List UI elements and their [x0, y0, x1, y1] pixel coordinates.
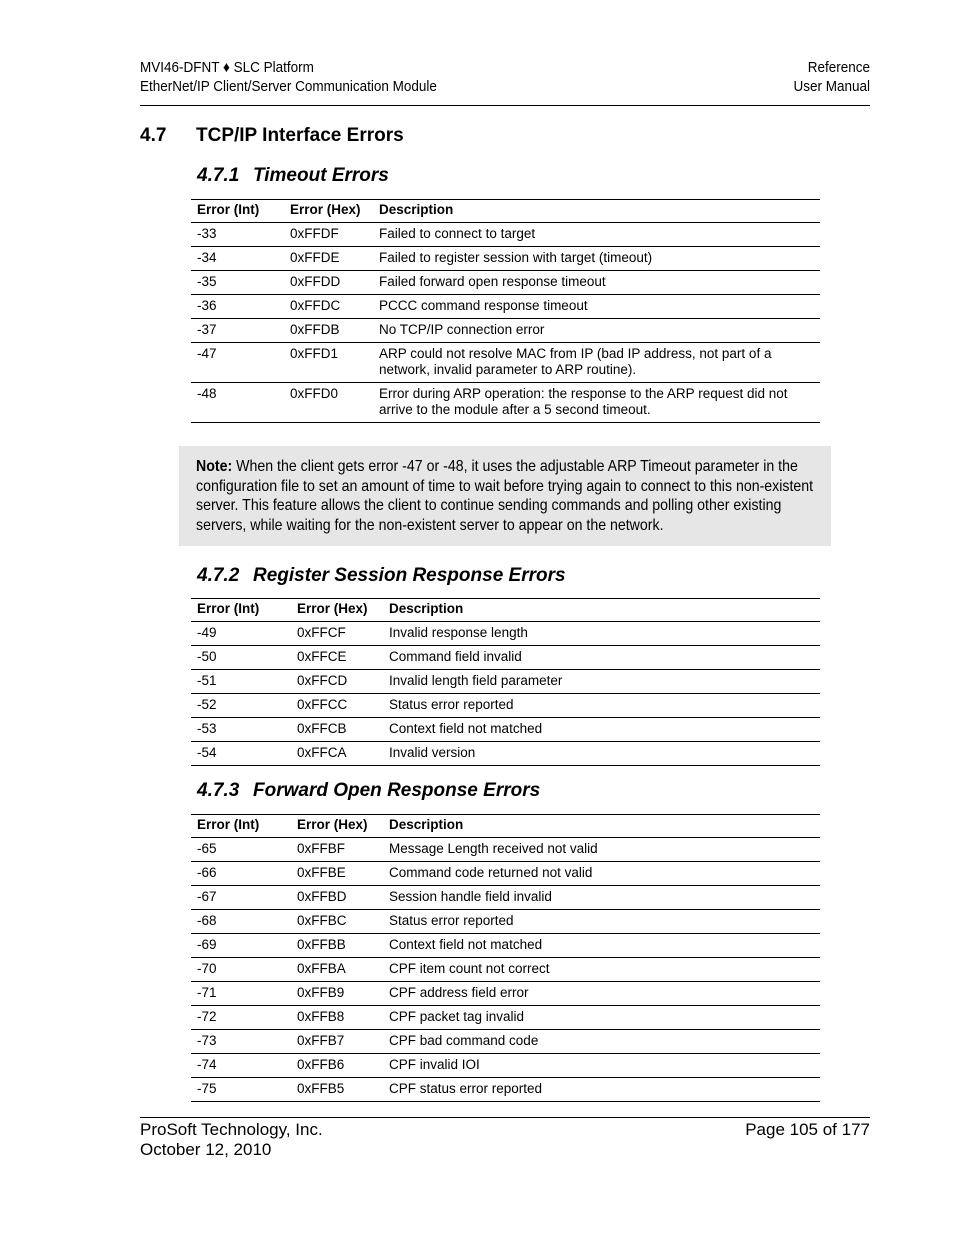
page-header: [140, 58, 870, 106]
description-cell: Failed to connect to target: [373, 223, 820, 247]
header-reference: Reference: [807, 59, 870, 76]
table-row: [191, 742, 820, 766]
note-box: [179, 446, 831, 546]
error-hex-cell: 0xFFBA: [291, 958, 383, 982]
footer-company: ProSoft Technology, Inc.: [140, 1120, 323, 1139]
column-header: Error (Int): [191, 599, 291, 622]
column-header: Error (Hex): [284, 200, 373, 223]
description-cell: Command field invalid: [383, 646, 820, 670]
description-cell: ARP could not resolve MAC from IP (bad IP address, not part of a network, invalid parameter to ARP routine).: [373, 343, 820, 383]
error-hex-cell: 0xFFB7: [291, 1030, 383, 1054]
table-row: [191, 862, 820, 886]
error-int-cell: -50: [191, 646, 291, 670]
error-hex-cell: 0xFFDC: [284, 295, 373, 319]
table-row: [191, 958, 820, 982]
table-header-row: [191, 815, 820, 838]
error-int-cell: -51: [191, 670, 291, 694]
error-int-cell: -37: [191, 319, 284, 343]
register-number: 4.7.2: [197, 565, 240, 586]
error-int-cell: -68: [191, 910, 291, 934]
error-hex-cell: 0xFFB6: [291, 1054, 383, 1078]
note-paragraph: [196, 457, 816, 536]
error-hex-cell: 0xFFB9: [291, 982, 383, 1006]
column-header: Error (Hex): [291, 815, 383, 838]
section-number: 4.7: [140, 125, 167, 146]
error-hex-cell: 0xFFCC: [291, 694, 383, 718]
register-session-errors-table: [191, 598, 820, 766]
column-header: Description: [383, 815, 820, 838]
footer-left: [140, 1120, 323, 1160]
forward-heading: [197, 780, 540, 802]
error-int-cell: -72: [191, 1006, 291, 1030]
description-cell: Invalid length field parameter: [383, 670, 820, 694]
error-int-cell: -71: [191, 982, 291, 1006]
error-int-cell: -75: [191, 1078, 291, 1102]
footer-page-number: Page 105 of 177: [745, 1120, 870, 1139]
register-title: Register Session Response Errors: [253, 565, 566, 586]
error-hex-cell: 0xFFBB: [291, 934, 383, 958]
header-left: [140, 58, 437, 96]
timeout-number: 4.7.1: [197, 165, 240, 186]
error-int-cell: -70: [191, 958, 291, 982]
timeout-heading: [197, 165, 389, 187]
timeout-title: Timeout Errors: [253, 165, 389, 186]
column-header: Description: [373, 200, 820, 223]
description-cell: Context field not matched: [383, 718, 820, 742]
table-row: [191, 910, 820, 934]
description-cell: No TCP/IP connection error: [373, 319, 820, 343]
description-cell: CPF packet tag invalid: [383, 1006, 820, 1030]
error-int-cell: -47: [191, 343, 284, 383]
description-cell: Context field not matched: [383, 934, 820, 958]
error-int-cell: -49: [191, 622, 291, 646]
description-cell: CPF bad command code: [383, 1030, 820, 1054]
section-title: TCP/IP Interface Errors: [196, 125, 404, 146]
table-row: [191, 1054, 820, 1078]
page-footer: [140, 1117, 870, 1159]
table-row: [191, 670, 820, 694]
table-row: [191, 982, 820, 1006]
description-cell: Invalid response length: [383, 622, 820, 646]
forward-open-errors-table: [191, 814, 820, 1102]
table-header-row: [191, 599, 820, 622]
description-cell: Failed to register session with target (timeout): [373, 247, 820, 271]
column-header: Error (Hex): [291, 599, 383, 622]
error-hex-cell: 0xFFCD: [291, 670, 383, 694]
table-row: [191, 295, 820, 319]
note-text: When the client gets error -47 or -48, it uses the adjustable ARP Timeout parameter in the configuration file to set an amount of time to wait before trying again to connect to this non-existent server. This feature allows the client to continue sending commands and polling other existing servers, while waiting for the non-existent server to appear on the network.: [196, 458, 814, 535]
description-cell: PCCC command response timeout: [373, 295, 820, 319]
table-row: [191, 1030, 820, 1054]
description-cell: Message Length received not valid: [383, 838, 820, 862]
error-hex-cell: 0xFFD0: [284, 383, 373, 423]
error-hex-cell: 0xFFD1: [284, 343, 373, 383]
column-header: Description: [383, 599, 820, 622]
error-int-cell: -65: [191, 838, 291, 862]
error-hex-cell: 0xFFB5: [291, 1078, 383, 1102]
header-product: MVI46-DFNT ♦ SLC Platform: [140, 59, 314, 76]
register-heading: [197, 565, 566, 587]
description-cell: CPF item count not correct: [383, 958, 820, 982]
description-cell: Failed forward open response timeout: [373, 271, 820, 295]
timeout-errors-table: [191, 199, 820, 423]
error-hex-cell: 0xFFCF: [291, 622, 383, 646]
error-int-cell: -73: [191, 1030, 291, 1054]
error-hex-cell: 0xFFDB: [284, 319, 373, 343]
header-module: EtherNet/IP Client/Server Communication Module: [140, 78, 437, 95]
error-hex-cell: 0xFFBE: [291, 862, 383, 886]
section-heading: [140, 125, 404, 147]
error-int-cell: -53: [191, 718, 291, 742]
error-hex-cell: 0xFFBC: [291, 910, 383, 934]
error-int-cell: -48: [191, 383, 284, 423]
header-manual: User Manual: [793, 78, 870, 95]
error-int-cell: -52: [191, 694, 291, 718]
note-label: Note:: [196, 458, 233, 475]
error-int-cell: -33: [191, 223, 284, 247]
table-row: [191, 646, 820, 670]
error-hex-cell: 0xFFBF: [291, 838, 383, 862]
description-cell: CPF invalid IOI: [383, 1054, 820, 1078]
column-header: Error (Int): [191, 200, 284, 223]
description-cell: Status error reported: [383, 694, 820, 718]
description-cell: Status error reported: [383, 910, 820, 934]
error-hex-cell: 0xFFDE: [284, 247, 373, 271]
error-int-cell: -34: [191, 247, 284, 271]
forward-number: 4.7.3: [197, 780, 240, 801]
table-row: [191, 886, 820, 910]
error-int-cell: -54: [191, 742, 291, 766]
table-row: [191, 1006, 820, 1030]
error-hex-cell: 0xFFDD: [284, 271, 373, 295]
description-cell: Command code returned not valid: [383, 862, 820, 886]
error-int-cell: -66: [191, 862, 291, 886]
error-int-cell: -35: [191, 271, 284, 295]
error-hex-cell: 0xFFCE: [291, 646, 383, 670]
header-right: [793, 58, 870, 96]
error-hex-cell: 0xFFCA: [291, 742, 383, 766]
column-header: Error (Int): [191, 815, 291, 838]
error-int-cell: -36: [191, 295, 284, 319]
error-hex-cell: 0xFFB8: [291, 1006, 383, 1030]
error-int-cell: -74: [191, 1054, 291, 1078]
description-cell: Invalid version: [383, 742, 820, 766]
table-header-row: [191, 200, 820, 223]
table-row: [191, 718, 820, 742]
table-row: [191, 838, 820, 862]
footer-date: October 12, 2010: [140, 1140, 272, 1159]
table-row: [191, 1078, 820, 1102]
forward-title: Forward Open Response Errors: [253, 780, 541, 801]
table-row: [191, 694, 820, 718]
table-row: [191, 383, 820, 423]
description-cell: Error during ARP operation: the response to the ARP request did not arrive to the module after a 5 second timeout.: [373, 383, 820, 423]
description-cell: Session handle field invalid: [383, 886, 820, 910]
table-row: [191, 622, 820, 646]
error-int-cell: -69: [191, 934, 291, 958]
table-row: [191, 223, 820, 247]
table-row: [191, 319, 820, 343]
description-cell: CPF address field error: [383, 982, 820, 1006]
table-row: [191, 343, 820, 383]
table-row: [191, 934, 820, 958]
table-row: [191, 247, 820, 271]
error-hex-cell: 0xFFBD: [291, 886, 383, 910]
error-hex-cell: 0xFFCB: [291, 718, 383, 742]
description-cell: CPF status error reported: [383, 1078, 820, 1102]
error-int-cell: -67: [191, 886, 291, 910]
error-hex-cell: 0xFFDF: [284, 223, 373, 247]
table-row: [191, 271, 820, 295]
